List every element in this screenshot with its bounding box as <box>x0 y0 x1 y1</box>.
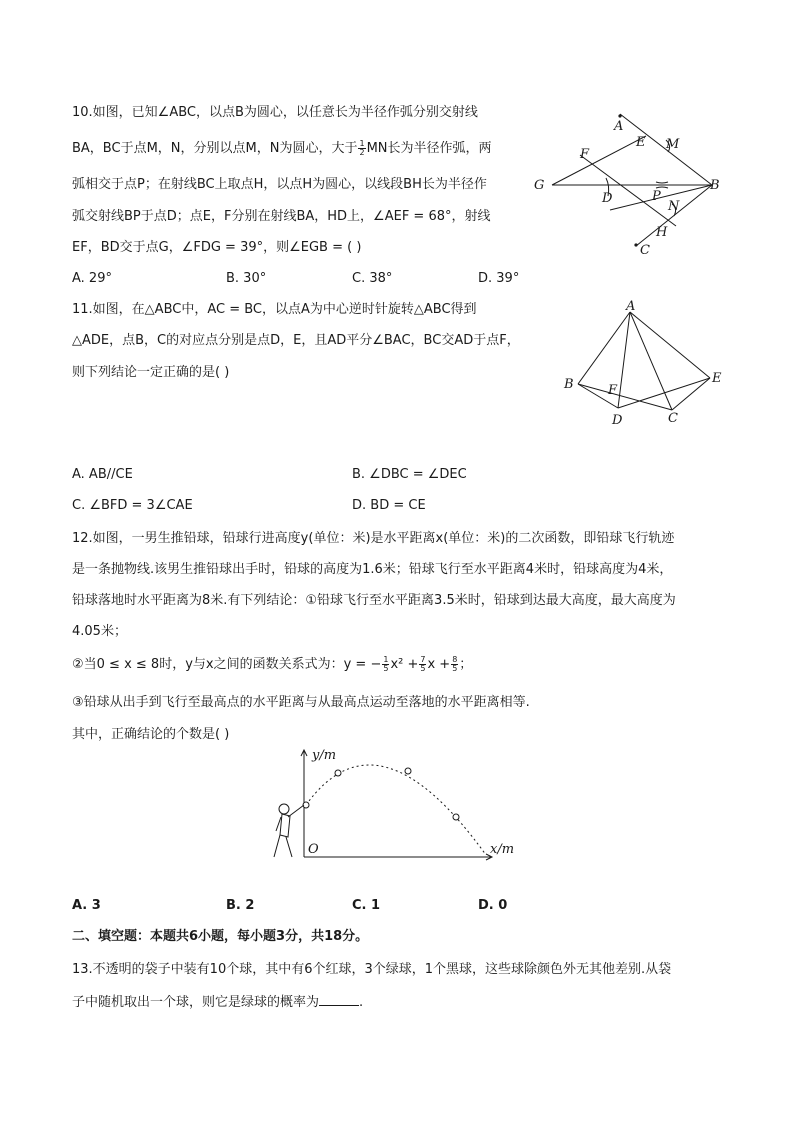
label-c: C <box>640 243 650 258</box>
q11-option-d[interactable]: D. BD = CE <box>352 498 426 513</box>
q12-line-6: ③铅球从出手到飞行至最高点的水平距离与从最高点运动至落地的水平距离相等. <box>72 695 530 710</box>
q12-option-a[interactable]: A. 3 <box>72 898 101 913</box>
ray-ef <box>552 136 646 185</box>
trajectory <box>306 765 486 855</box>
label-c: C <box>668 411 678 426</box>
q12-option-d[interactable]: D. 0 <box>478 898 508 913</box>
label-a: A <box>614 119 624 134</box>
section-2-heading: 二、填空题：本题共6小题，每小题3分，共18分。 <box>72 929 369 944</box>
q12-option-c[interactable]: C. 1 <box>352 898 381 913</box>
q11-option-a[interactable]: A. AB//CE <box>72 467 133 482</box>
q10-option-b[interactable]: B. 30° <box>226 271 267 286</box>
label-m: M <box>666 137 680 152</box>
q11-geometry-figure <box>560 300 730 430</box>
q10-line-1: 10.如图，已知∠ABC，以点B为圆心，以任意长为半径作弧分别交射线 <box>72 105 478 120</box>
q12-parabola-figure <box>268 745 528 865</box>
q10-option-c[interactable]: C. 38° <box>352 271 393 286</box>
q12-line-3: 铅球落地时水平距离为8米.有下列结论：①铅球飞行至水平距离3.5米时，铅球到达最大高度，最大高度为 <box>72 593 676 608</box>
ray-hd <box>580 155 676 226</box>
q11-option-c[interactable]: C. ∠BFD = 3∠CAE <box>72 498 193 513</box>
q13-line-1: 13.不透明的袋子中装有10个球，其中有6个红球，3个绿球，1个黑球，这些球除颜色外无其他差别.从袋 <box>72 962 672 977</box>
q10-line-2 <box>72 140 492 158</box>
q12-line-1: 12.如图，一男生推铅球，铅球行进高度y(单位：米)是水平距离x(单位：米)的二次函数，即铅球飞行轨迹 <box>72 531 675 546</box>
label-h: H <box>656 225 668 240</box>
q12-line-7: 其中，正确结论的个数是( ) <box>72 727 230 742</box>
label-origin: O <box>308 842 319 857</box>
q11-line-2: △ADE，点B，C的对应点分别是点D，E，且AD平分∠BAC，BC交AD于点F， <box>72 333 520 348</box>
answer-blank[interactable] <box>319 993 359 1006</box>
q10-line-4: 弧交射线BP于点D；点E，F分别在射线BA，HD上，∠AEF = 68°，射线 <box>72 209 491 224</box>
label-d: D <box>602 191 613 206</box>
label-f: F <box>580 147 590 162</box>
label-g: G <box>534 178 545 193</box>
q10-line-3: 弧相交于点P；在射线BC上取点H，以点H为圆心，以线段BH长为半径作 <box>72 177 487 192</box>
person-figure <box>274 804 304 857</box>
q12-line-4: 4.05米； <box>72 624 127 639</box>
label-e: E <box>712 371 722 386</box>
label-e: E <box>636 135 646 150</box>
arc-p1 <box>656 182 668 183</box>
q12-option-b[interactable]: B. 2 <box>226 898 255 913</box>
q11-line-1: 11.如图，在△ABC中，AC = BC，以点A为中心逆时针旋转△ABC得到 <box>72 302 477 317</box>
q12-line-5: ②当0 ≤ x ≤ 8时，y与x之间的函数关系式为：y = − $\frac{1}{5}$ x² + $\frac{7}{5}$ x + $\frac{8}{5}$ ； <box>72 655 473 673</box>
q13-line-2: 子中随机取出一个球，则它是绿球的概率为 . <box>72 995 364 1010</box>
label-x-axis: x/m <box>490 842 515 857</box>
q10-option-d[interactable]: D. 39° <box>478 271 520 286</box>
label-y-axis: y/m <box>312 748 337 763</box>
arc-p2 <box>656 187 668 188</box>
q11-line-3: 则下列结论一定正确的是( ) <box>72 365 230 380</box>
q10-geometry-figure <box>526 100 726 260</box>
label-p: P <box>652 189 661 204</box>
q10-line-5: EF，BD交于点G，∠FDG = 39°，则∠EGB = ( ) <box>72 240 362 255</box>
label-b: B <box>564 377 574 392</box>
q10-fraction: $\frac{1}{2}$ <box>359 139 365 157</box>
q10-option-a[interactable]: A. 29° <box>72 271 112 286</box>
label-b: B <box>710 178 720 193</box>
q12-line-2: 是一条抛物线.该男生推铅球出手时，铅球的高度为1.6米；铅球飞行至水平距离4米时，铅球高度为4米， <box>72 562 673 577</box>
q11-option-b[interactable]: B. ∠DBC = ∠DEC <box>352 467 467 482</box>
label-n: N <box>668 199 680 214</box>
label-f: F <box>608 383 618 398</box>
label-a: A <box>626 300 636 314</box>
q10-line-2b-text: MN长为半径作弧，两 <box>366 141 492 156</box>
q10-line-2-text: BA，BC于点M，N，分别以点M，N为圆心，大于 <box>72 141 358 156</box>
label-d: D <box>612 413 623 428</box>
